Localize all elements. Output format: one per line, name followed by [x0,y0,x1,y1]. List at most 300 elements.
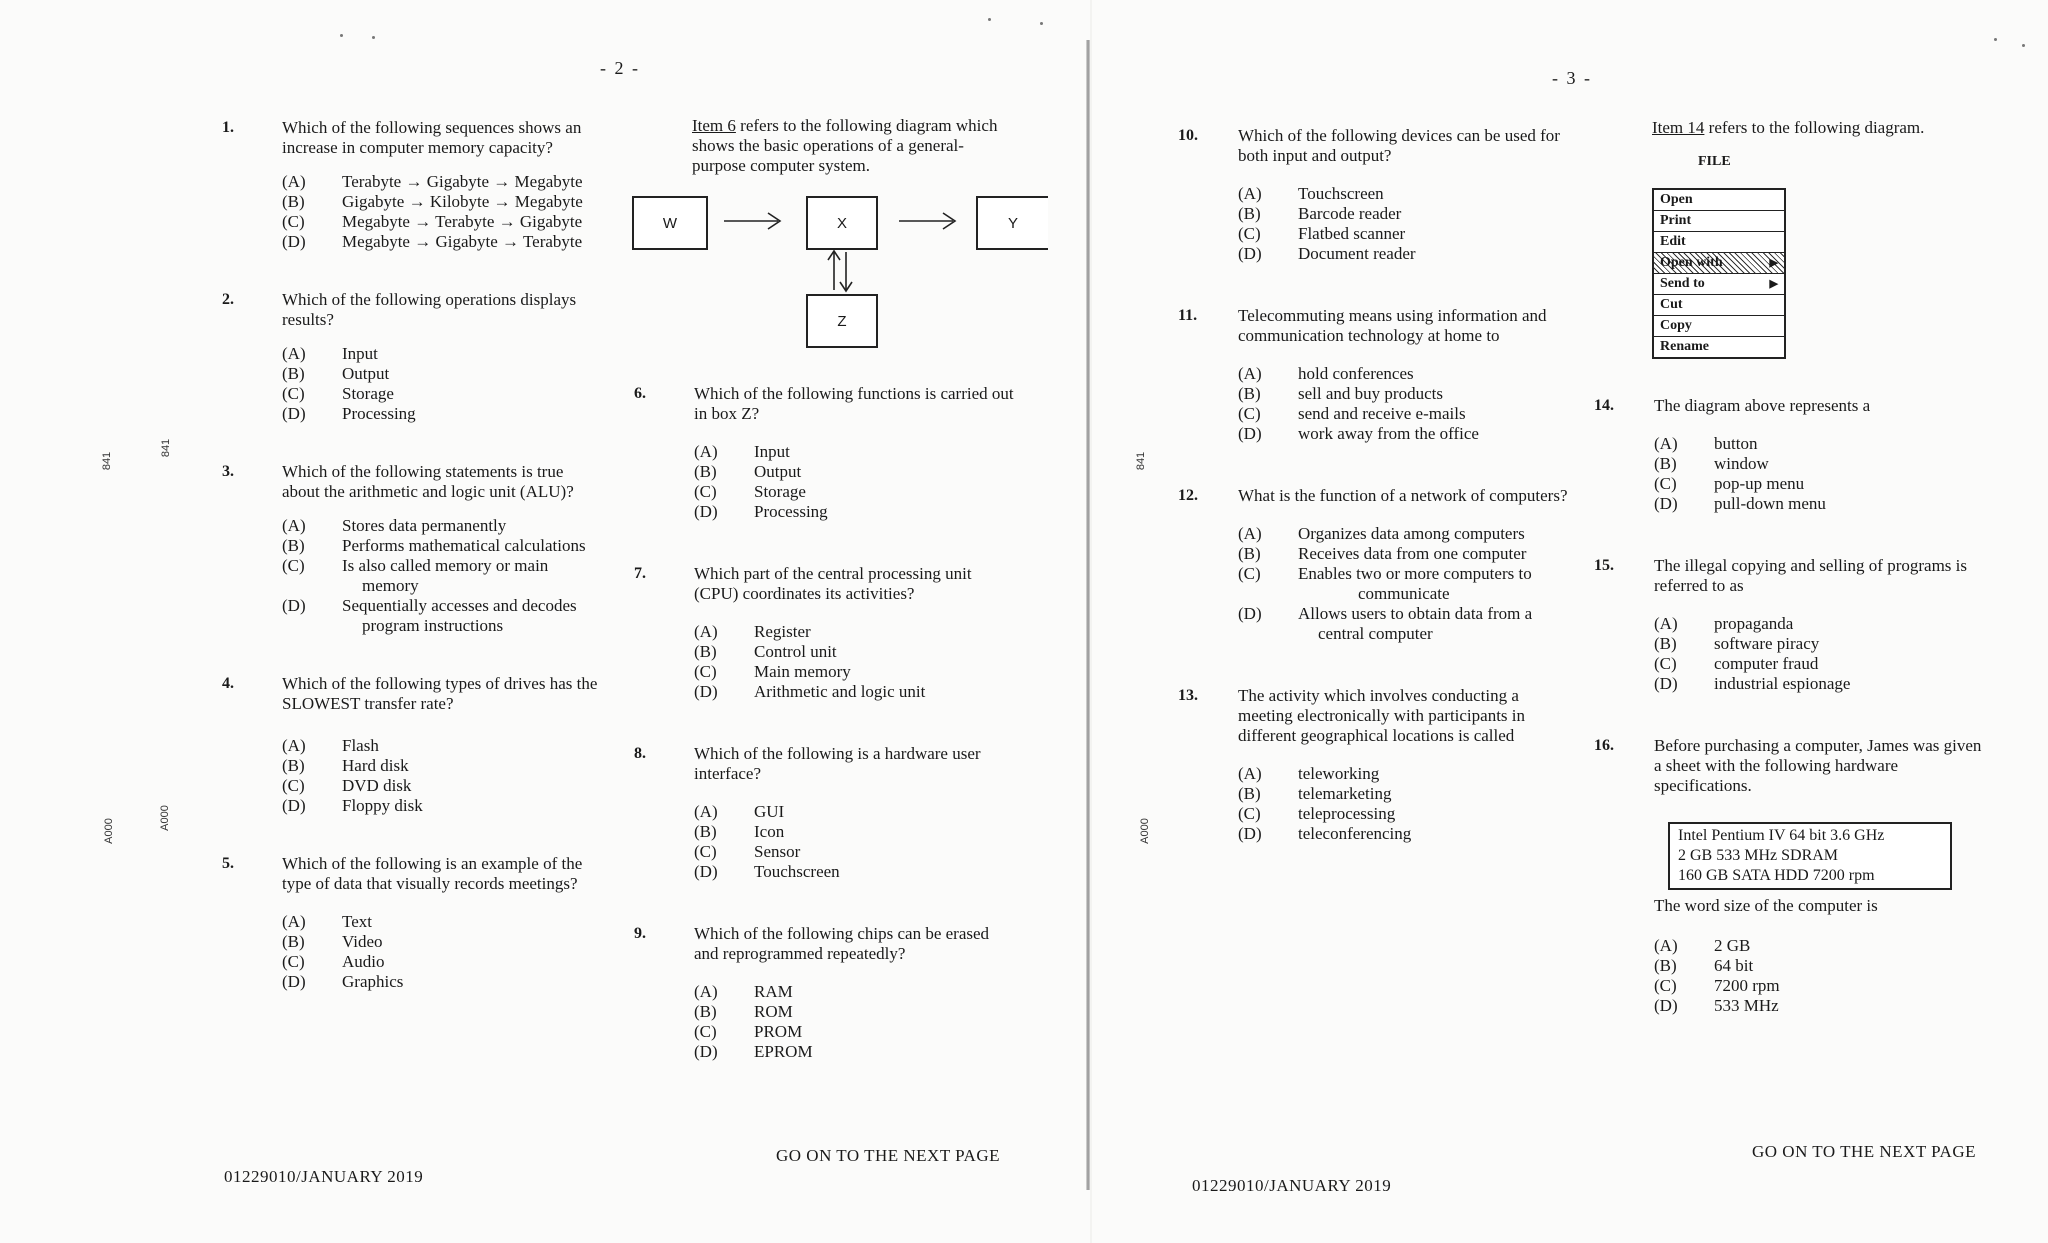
option-b[interactable] [282,364,600,384]
question-13 [1178,686,1568,844]
option-label: (A) [1238,524,1262,543]
question-stem: Which part of the central processing unit (CPU) coordinates its activities? [694,564,972,603]
option-b[interactable] [1238,544,1568,564]
item-reference: Item 6 [692,116,736,135]
option-label: (B) [1238,544,1261,563]
menu-item-open-with[interactable] [1654,253,1784,274]
option-label: (B) [694,1002,717,1021]
option-label: (B) [282,536,305,555]
option-c[interactable] [1238,224,1568,244]
option-text: pull-down menu [1714,494,1826,513]
option-list [1238,764,1568,844]
option-text: RAM [754,982,793,1001]
menu-item-label: Open with [1660,255,1723,270]
option-text [342,596,600,636]
column-1 [222,118,600,992]
option-label: (B) [694,642,717,661]
spec-line: 2 GB 533 MHz SDRAM [1678,847,1839,864]
option-d[interactable] [282,404,600,424]
option-list [282,172,600,252]
option-label: (C) [282,212,305,231]
scan-speck [1994,38,1997,41]
option-text: teleconferencing [1298,824,1412,843]
question-stem: What is the function of a network of computers? [1238,486,1568,505]
menu-item-copy[interactable]: Copy [1654,316,1784,337]
option-c[interactable] [1238,564,1568,604]
page-number: - 3 - [1552,68,1592,88]
option-label: (D) [1238,604,1262,623]
option-c[interactable] [282,556,600,596]
option-b[interactable] [694,1002,1016,1022]
option-b[interactable] [1654,454,1984,474]
option-c[interactable] [694,1022,1016,1042]
option-text: computer fraud [1714,654,1819,673]
option-text: pop-up menu [1714,474,1805,493]
diagram-box-z: Z [806,294,878,348]
question-stem: Which of the following is an example of the type of data that visually records meetings? [282,854,583,893]
side-label: A000 [158,805,171,831]
option-b[interactable] [282,756,600,776]
option-text: Video [342,932,383,951]
option-d[interactable] [282,796,600,816]
option-text: Performs mathematical calculations [342,536,586,555]
question-8 [634,744,1016,882]
option-text: Gigabyte → Kilobyte → Megabyte [342,192,583,211]
option-text-continued: memory [362,576,419,595]
menu-item-open[interactable]: Open [1654,190,1784,211]
page-gutter [1086,40,1090,1190]
arrow-bidirectional-icon [820,248,860,294]
option-label: (B) [1654,454,1677,473]
footer-next-page: GO ON TO THE NEXT PAGE [776,1146,1000,1165]
question-stem: Before purchasing a computer, James was given a sheet with the following hardware specifications. [1654,736,1982,795]
menu-item-print[interactable]: Print [1654,211,1784,232]
option-label: (C) [694,842,717,861]
option-label: (A) [282,172,306,191]
question-number: 15. [1594,557,1614,574]
option-a[interactable] [1654,614,1984,634]
option-text: Input [342,344,378,363]
option-c[interactable] [694,662,1016,682]
option-label: (D) [282,232,306,251]
option-c[interactable] [282,384,600,404]
diagram-box-y: Y [976,196,1048,250]
column-3 [1178,126,1568,844]
option-label: (C) [1654,976,1677,995]
option-text: Control unit [754,642,837,661]
question-stem: The activity which involves conducting a meeting electronically with participants in different geographical locations is called [1238,686,1526,745]
question-stem: Which of the following chips can be erased and reprogrammed repeatedly? [694,924,990,963]
option-label: (C) [282,952,305,971]
option-text: Touchscreen [1298,184,1384,203]
question-15 [1594,556,1984,694]
question-stem: Which of the following sequences shows an increase in computer memory capacity? [282,118,582,157]
option-b[interactable] [282,932,600,952]
option-text: GUI [754,802,785,821]
arrow-right-icon [720,205,790,235]
spec-line: 160 GB SATA HDD 7200 rpm [1678,867,1875,884]
option-list [694,622,1016,702]
option-text: Output [342,364,390,383]
question-number: 12. [1178,487,1198,504]
option-label: (B) [282,756,305,775]
question-stem: Which of the following devices can be used for both input and output? [1238,126,1560,165]
option-text: ROM [754,1002,793,1021]
option-label: (A) [282,736,306,755]
option-label: (D) [1238,824,1262,843]
option-b[interactable] [1654,956,1984,976]
question-14 [1594,396,1984,514]
option-text: Arithmetic and logic unit [754,682,926,701]
option-text: DVD disk [342,776,412,795]
option-label: (D) [1654,674,1678,693]
scan-speck [988,18,991,21]
option-text: telemarketing [1298,784,1392,803]
option-text: industrial espionage [1714,674,1851,693]
option-d[interactable] [282,972,600,992]
option-label: (D) [1654,494,1678,513]
option-text: PROM [754,1022,803,1041]
option-list [282,912,600,992]
footer-code: 01229010/JANUARY 2019 [1192,1176,1392,1195]
question-3 [222,462,600,636]
option-list [1238,524,1568,644]
menu-item-cut[interactable]: Cut [1654,295,1784,316]
option-text: 7200 rpm [1714,976,1780,995]
option-text [342,556,600,596]
option-text: Sensor [754,842,801,861]
question-stem: Telecommuting means using information and communication technology at home to [1238,306,1547,345]
option-label: (B) [1238,204,1261,223]
option-text: Document reader [1298,244,1416,263]
question-stem: Which of the following statements is true about the arithmetic and logic unit (ALU)? [282,462,574,501]
option-d[interactable] [1654,674,1984,694]
option-d[interactable] [1654,996,1984,1016]
option-d[interactable] [282,232,600,252]
option-d[interactable] [694,862,1016,882]
menu-title: FILE [1698,154,1731,169]
option-list [282,344,600,424]
item-intro-text: refers to the following diagram. [1708,118,1925,137]
option-a[interactable] [694,442,1016,462]
option-text: Receives data from one computer [1298,544,1527,563]
option-label: (D) [282,796,306,815]
option-label: (A) [1238,364,1262,383]
option-label: (A) [694,982,718,1001]
option-list [1238,364,1568,444]
option-a[interactable] [1654,434,1984,454]
question-stem: Which of the following operations displays results? [282,290,577,329]
option-a[interactable] [1654,936,1984,956]
option-label: (D) [282,972,306,991]
option-text: Audio [342,952,385,971]
option-label: (B) [1654,634,1677,653]
option-b[interactable] [282,192,600,212]
option-label: (A) [694,622,718,641]
option-text: Graphics [342,972,404,991]
option-text-line: Sequentially accesses and decodes [342,596,577,615]
option-a[interactable] [694,622,1016,642]
option-text: 533 MHz [1714,996,1779,1015]
option-list [694,442,1016,522]
arrow-right-icon [895,205,965,235]
option-label: (D) [1238,244,1262,263]
option-text: teleprocessing [1298,804,1396,823]
question-number: 1. [222,119,234,136]
diagram-box-x: X [806,196,878,250]
option-d[interactable] [1238,824,1568,844]
option-label: (C) [1238,224,1261,243]
option-text: EPROM [754,1042,813,1061]
option-text: Register [754,622,811,641]
item-14-intro [1652,118,1982,138]
option-text: send and receive e-mails [1298,404,1466,423]
question-number: 4. [222,675,234,692]
menu-item-send-to[interactable] [1654,274,1784,295]
option-list [694,802,1016,882]
option-text: Storage [754,482,806,501]
option-a[interactable] [1238,184,1568,204]
option-c[interactable] [1654,474,1984,494]
option-text: 2 GB [1714,936,1751,955]
footer-code: 01229010/JANUARY 2019 [224,1167,424,1186]
option-text: Icon [754,822,785,841]
option-label: (C) [282,556,305,575]
option-c[interactable] [1654,976,1984,996]
question-number: 7. [634,565,646,582]
option-text: Flatbed scanner [1298,224,1406,243]
submenu-arrow-icon: ▶ [1769,278,1778,290]
scan-speck [340,34,343,37]
scan-speck [2022,44,2025,47]
option-label: (A) [1238,184,1262,203]
option-c[interactable] [282,952,600,972]
option-label: (B) [1238,384,1261,403]
item-intro-text: refers to the following diagram which shows the basic operations of a general-purpose computer system. [692,116,998,175]
item-reference: Item 14 [1652,118,1705,137]
option-text: Processing [342,404,416,423]
option-d[interactable] [694,682,1016,702]
option-list [1654,434,1984,514]
option-label: (D) [694,862,718,881]
option-text: Organizes data among computers [1298,524,1525,543]
question-number: 10. [1178,127,1198,144]
option-a[interactable] [282,516,600,536]
option-text: Main memory [754,662,851,681]
option-label: (A) [694,802,718,821]
option-text-continued: program instructions [362,616,504,635]
question-number: 3. [222,463,234,480]
option-c[interactable] [694,842,1016,862]
option-text: work away from the office [1298,424,1479,443]
option-label: (D) [694,1042,718,1061]
option-b[interactable] [694,462,1016,482]
option-b[interactable] [1238,204,1568,224]
option-d[interactable] [694,502,1016,522]
option-b[interactable] [282,536,600,556]
question-number: 16. [1594,737,1614,754]
question-number: 8. [634,745,646,762]
submenu-arrow-icon: ▶ [1769,257,1778,269]
option-a[interactable] [1238,764,1568,784]
option-label: (D) [694,682,718,701]
question-11 [1178,306,1568,444]
question-12 [1178,486,1568,644]
option-label: (D) [282,404,306,423]
option-a[interactable] [282,172,600,192]
option-label: (A) [282,344,306,363]
option-a[interactable] [282,344,600,364]
question-6 [634,384,1016,522]
option-c[interactable] [1654,654,1984,674]
option-label: (C) [1238,564,1261,583]
option-label: (B) [1654,956,1677,975]
option-text: teleworking [1298,764,1380,783]
option-text: sell and buy products [1298,384,1443,403]
option-text: hold conferences [1298,364,1414,383]
option-b[interactable] [694,822,1016,842]
question-stem: Which of the following is a hardware user interface? [694,744,981,783]
option-text: Output [754,462,802,481]
option-text: propaganda [1714,614,1794,633]
option-c[interactable] [1238,404,1568,424]
option-label: (A) [1654,434,1678,453]
question-number: 5. [222,855,234,872]
question-7 [634,564,1016,702]
page-number: - 2 - [600,58,640,78]
option-list [282,736,600,816]
option-label: (C) [1238,804,1261,823]
option-label: (B) [694,462,717,481]
option-text: button [1714,434,1758,453]
option-text: Floppy disk [342,796,423,815]
option-label: (C) [1654,474,1677,493]
option-text: Touchscreen [754,862,840,881]
option-text-continued: communicate [1358,584,1450,603]
option-text: Processing [754,502,828,521]
option-a[interactable] [694,982,1016,1002]
option-label: (A) [1238,764,1262,783]
option-label: (C) [282,776,305,795]
option-a[interactable] [1238,364,1568,384]
question-number: 9. [634,925,646,942]
option-d[interactable] [1238,604,1568,644]
diagram-box-w: W [632,196,708,250]
option-text-line: Enables two or more computers to [1298,564,1532,583]
option-label: (B) [1238,784,1261,803]
option-d[interactable] [694,1042,1016,1062]
option-c[interactable] [282,212,600,232]
option-text: Text [342,912,372,931]
option-text-continued: central computer [1318,624,1433,643]
scan-speck [1040,22,1043,25]
question-number: 13. [1178,687,1198,704]
question-1 [222,118,600,252]
question-5 [222,854,600,992]
menu-item-rename[interactable]: Rename [1660,339,1709,354]
option-label: (D) [1654,996,1678,1015]
option-text: Flash [342,736,379,755]
option-label: (B) [282,192,305,211]
file-menu [1652,188,1786,359]
option-list [1654,614,1984,694]
question-number: 11. [1178,307,1198,324]
question-number: 14. [1594,397,1614,414]
option-a[interactable] [282,736,600,756]
option-label: (D) [694,502,718,521]
option-text-line: Is also called memory or main [342,556,549,575]
spec-line: Intel Pentium IV 64 bit 3.6 GHz [1678,827,1885,844]
option-label: (B) [694,822,717,841]
option-text: Terabyte → Gigabyte → Megabyte [342,172,583,191]
option-d[interactable] [282,596,600,636]
option-label: (A) [282,912,306,931]
option-a[interactable] [1238,524,1568,544]
hardware-spec-box [1668,822,1952,890]
page-3 [1092,0,2048,1243]
question-stem: The illegal copying and selling of programs is referred to as [1654,556,1968,595]
option-b[interactable] [1654,634,1984,654]
option-label: (C) [694,482,717,501]
option-c[interactable] [1238,804,1568,824]
option-label: (B) [282,364,305,383]
option-label: (C) [1238,404,1261,423]
option-text [1298,564,1568,604]
question-followup: The word size of the computer is [1654,896,1878,915]
option-list [1654,936,1984,1016]
column-2 [634,384,1016,1062]
side-label: 841 [1135,451,1148,471]
option-label: (B) [282,932,305,951]
option-text-line: Allows users to obtain data from a [1298,604,1533,623]
question-9 [634,924,1016,1062]
option-c[interactable] [694,482,1016,502]
option-d[interactable] [1238,244,1568,264]
option-label: (C) [1654,654,1677,673]
question-stem: Which of the following types of drives has the SLOWEST transfer rate? [282,674,598,713]
option-a[interactable] [282,912,600,932]
option-b[interactable] [1238,784,1568,804]
question-2 [222,290,600,424]
option-text: 64 bit [1714,956,1754,975]
option-a[interactable] [694,802,1016,822]
option-b[interactable] [1238,384,1568,404]
question-stem: Which of the following functions is carried out in box Z? [694,384,1014,423]
question-4 [222,674,600,816]
option-d[interactable] [1654,494,1984,514]
option-list [282,516,600,636]
option-text: Hard disk [342,756,409,775]
menu-item-label: Send to [1660,276,1705,291]
option-b[interactable] [694,642,1016,662]
option-c[interactable] [282,776,600,796]
option-text: Barcode reader [1298,204,1402,223]
question-10 [1178,126,1568,264]
question-number: 6. [634,385,646,402]
side-label: 841 [101,451,114,471]
option-d[interactable] [1238,424,1568,444]
option-text [1298,604,1568,644]
option-label: (A) [694,442,718,461]
option-label: (A) [282,516,306,535]
option-list [694,982,1016,1062]
question-number: 2. [222,291,234,308]
option-label: (C) [282,384,305,403]
option-label: (C) [694,662,717,681]
menu-item-edit[interactable]: Edit [1654,232,1784,253]
option-label: (A) [1654,614,1678,633]
option-list [1238,184,1568,264]
